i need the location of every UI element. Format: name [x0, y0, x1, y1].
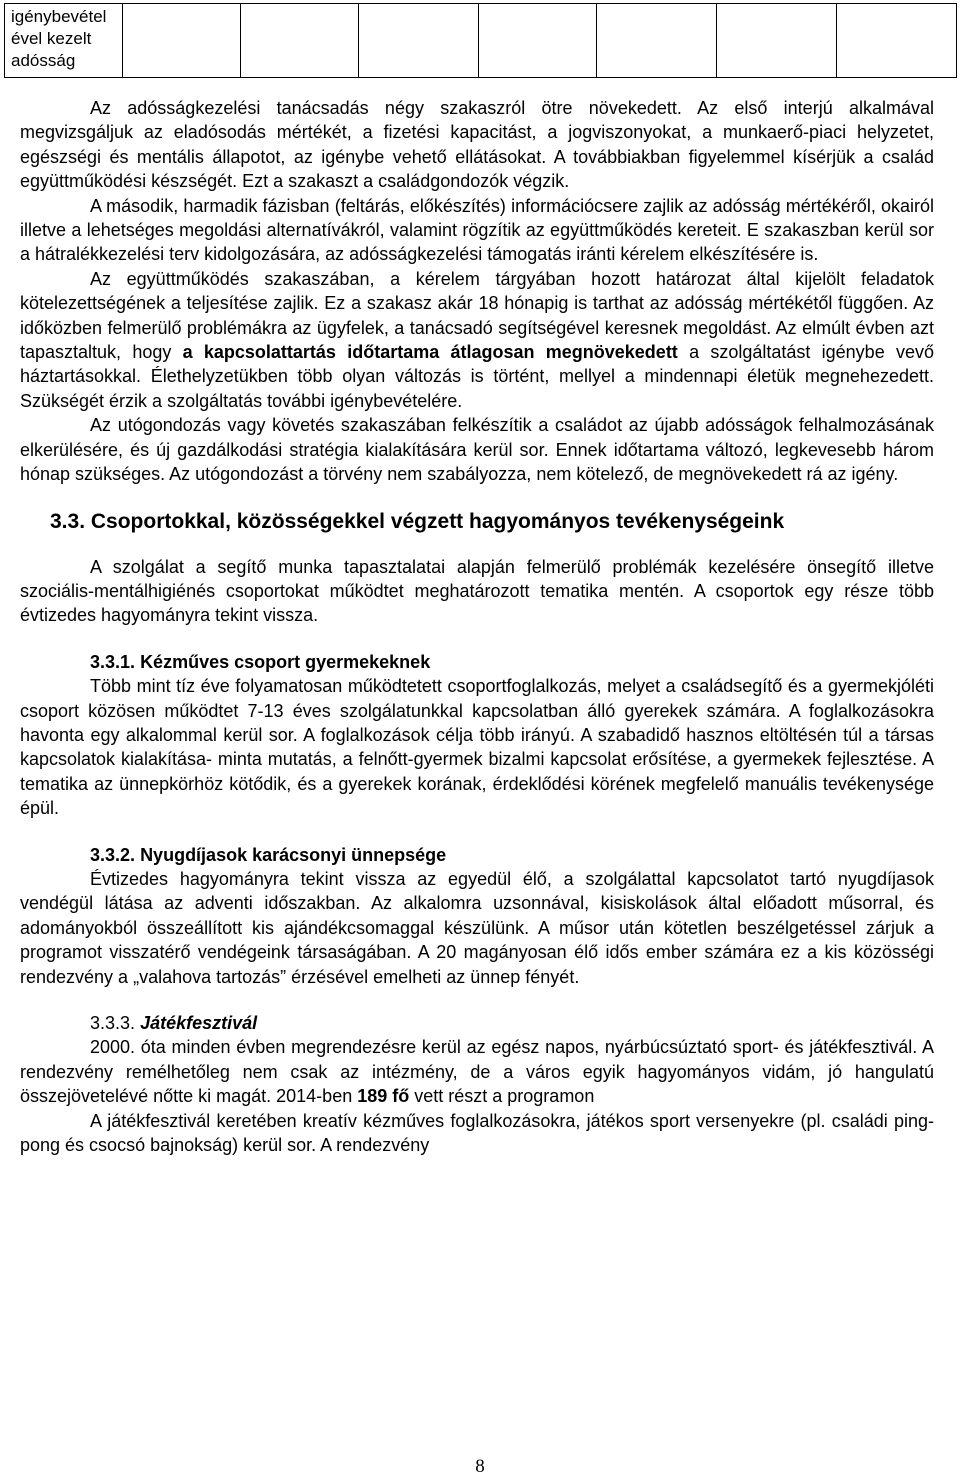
table-cell: [241, 4, 359, 78]
section-heading: [20, 509, 934, 535]
subsection-number: 3.3.3.: [90, 1013, 136, 1033]
page-number: 8: [475, 1456, 485, 1477]
section-number: 3.3.: [50, 509, 86, 533]
bold-text: 189 fő: [357, 1086, 410, 1107]
table-cell-line: adósság: [11, 51, 76, 70]
bold-text: a kapcsolattartás időtartama átlagosan megnövekedett: [182, 342, 678, 363]
table-cell: [359, 4, 479, 78]
subsection-title: Játékfesztivál: [140, 1013, 258, 1033]
paragraph: A játékfesztivál keretében kreatív kézműves foglalkozásokra, játékos sport versenyekre (pl. családi ping-pong és csocsó bajnokság) kerül sor. A rendezvény: [20, 1110, 934, 1156]
section-title: Csoportokkal, közösségekkel végzett hagyományos tevékenységeink: [90, 509, 785, 533]
paragraph: [20, 1035, 934, 1108]
table-cell: [123, 4, 241, 78]
table-cell: [479, 4, 597, 78]
table-cell: [597, 4, 717, 78]
table-fragment: [4, 3, 957, 78]
subsection-heading: [20, 843, 934, 867]
paragraph: Több mint tíz éve folyamatosan működtetett csoportfoglalkozás, melyet a családsegítő és a gyermekjóléti csoport közösen működtet 7-13 éves szolgálatunkkal kapcsolatban álló gyerekek számára. A foglalkozásokra havonta egy alkalommal kerül sor. A foglalkozások célja több irányú. A szabadidő hasznos eltöltésén túl a társas kapcsolatok kialakítása- minta mutatás, a felnőtt-gyermek bizalmi kapcsolat erősítése, a gyermekek fejlesztése. A tematika az ünnepkörhöz kötődik, és a gyerekek korának, érdeklődési körének megfelelő manuális tevékenysége épül.: [20, 676, 934, 819]
main-content: [20, 96, 934, 1157]
text-run: a szolgáltatást igénybe vevő háztartásokkal. Élethelyzetükben több olyan változás is történt, mellyel a mindennapi életük megnehezedett. Szükségét érzik a szolgáltatás további igénybevételére.: [20, 342, 934, 411]
paragraph: Az utógondozás vagy követés szakaszában felkészítik a családot az újabb adósságok felhalmozásának elkerülésére, és új gazdálkodási stratégia kialakítására kerül sor. Ennek időtartama változó, legkevesebb három hónap szükséges. Az utógondozást a törvény nem szabályozza, nem kötelező, de megnövekedett rá az igény.: [20, 415, 934, 485]
table-cell-line: igénybevétel: [11, 7, 107, 26]
table-cell: [837, 4, 957, 78]
subsection-heading: [20, 1011, 934, 1035]
paragraph: Az adósságkezelési tanácsadás négy szakaszról ötre növekedett. Az első interjú alkalmával megvizsgáljuk az eladósodás mértékét, a fizetési kapacitást, a jogviszonyokat, a munkaerő-piaci helyzetet, egészségi és mentális állapotot, az igénybe vehető ellátásokat. A továbbiakban figyelemmel kísérjük a család együttműködési készségét. Ezt a szakaszt a családgondozók végzik.: [20, 98, 934, 192]
table-cell: [717, 4, 837, 78]
paragraph: [20, 267, 934, 413]
table-cell-line: ével kezelt: [11, 29, 92, 48]
subsection-title: Nyugdíjasok karácsonyi ünnepsége: [140, 844, 447, 865]
paragraph: Évtizedes hagyományra tekint vissza az egyedül élő, a szolgálattal kapcsolatot tartó nyugdíjasok vendégül látása az adventi időszakban. Az alkalomra uzsonnával, kisiskolások által előadott műsorral, és adományokból összeállított kis ajándékcsomaggal készülünk. A műsor után kötetlen beszélgetéssel zárjuk a programot visszatérő vendégeink társaságában. A 20 magányosan élő idős ember számára ez a kis közösségi rendezvény a „valahova tartozás” érzésével emelheti az ünnep fényét.: [20, 868, 934, 987]
subsection-heading: [20, 650, 934, 674]
text-run: 2000. óta minden évben megrendezésre kerül az egész napos, nyárbúcsúztató sport- és játékfesztivál. A rendezvény remélhetőleg nem csak az intézmény, de a város egyik hagyományos vidám, jó hangulatú összejövetelévé nőtte ki magát. 2014-ben: [20, 1037, 934, 1107]
text-run: vett részt a programon: [409, 1086, 595, 1107]
paragraph: A második, harmadik fázisban (feltárás, előkészítés) információcsere zajlik az adósság mértékéről, okairól illetve a lehetséges megoldási alternatívákról, valamint rögzítik az együttműködés kereteit. E szakaszban kerül sor a hátralékkezelési terv kidolgozására, az adósságkezelési támogatás iránti kérelem elkészítésére is.: [20, 195, 934, 265]
subsection-number: 3.3.1.: [90, 651, 136, 672]
paragraph: A szolgálat a segítő munka tapasztalatai alapján felmerülő problémák kezelésére önsegítő illetve szociális-mentálhigiénés csoportokat működtet meghatározott tematika mentén. A csoportok egy része több évtizedes hagyományra tekint vissza.: [20, 556, 934, 626]
subsection-title: Kézműves csoport gyermekeknek: [140, 651, 431, 672]
table-cell-label: [5, 4, 123, 78]
text-run: Az együttműködés szakaszában, a kérelem tárgyában hozott határozat által kijelölt feladatok kötelezettségének a teljesítése zajlik. Ez a szakasz akár 18 hónapig is tarthat az adósság mértékétől függően. Az időközben felmerülő problémákra az ügyfelek, a tanácsadó segítségével keresnek megoldást. Az elmúlt évben azt tapasztaltuk, hogy: [20, 268, 934, 363]
subsection-number: 3.3.2.: [90, 844, 136, 865]
